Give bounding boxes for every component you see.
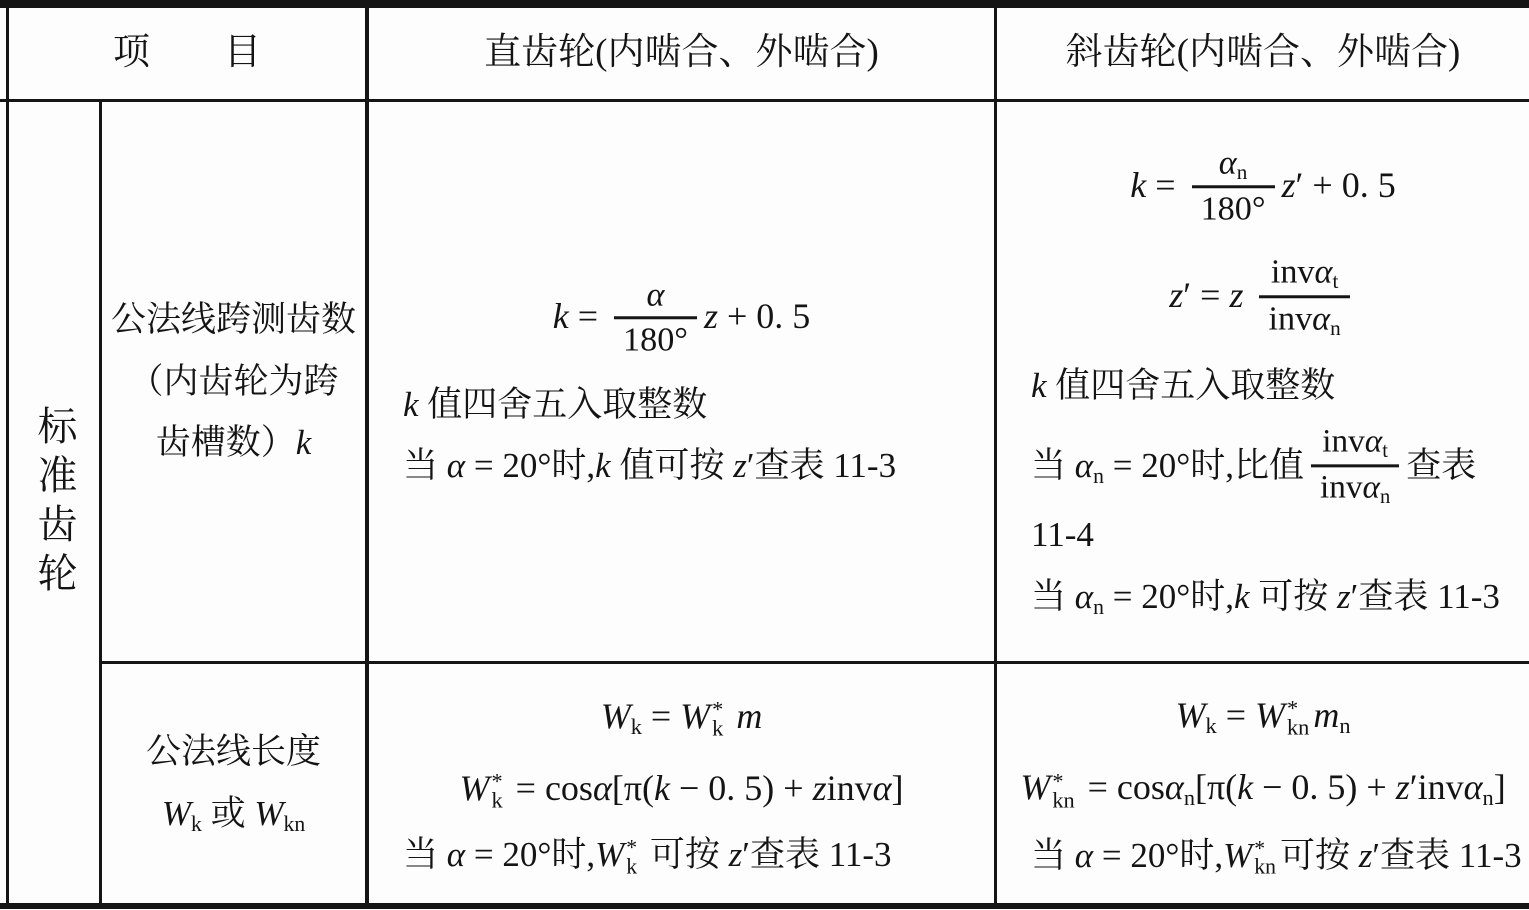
- header-cell-item: [9, 8, 365, 99]
- table-border-bottom: [0, 903, 1529, 909]
- note-line: 当 αn = 20°时,k 可按 z′查表 11-3: [1031, 576, 1500, 619]
- fraction: $\frac{\text{invαt}}{\text{invαn}}$: [1311, 422, 1399, 510]
- label-line: Wk 或 Wkn: [161, 793, 306, 836]
- row2-helical-formula-cell: [997, 664, 1529, 903]
- row2-spur-formula-cell: [369, 664, 994, 903]
- label-line: 齿槽数）k: [155, 423, 312, 463]
- formula-line: W * k = cosα[π(k − 0. 5) + zinvα]: [459, 767, 904, 813]
- fraction: $\frac{\alpha n}{180^\circ}$: [1192, 143, 1275, 229]
- row1-item-label: [102, 102, 365, 661]
- standard-gear-vertical-label: 标准齿轮: [32, 404, 77, 601]
- header-item-label: 项 目: [113, 32, 261, 74]
- formula-line: k = $\frac{\alpha n}{180^\circ}$ z′ + 0. 5: [1130, 144, 1396, 228]
- row2-item-label: [102, 664, 365, 903]
- formula-line: Wk = W * kn mn: [1175, 695, 1351, 740]
- header-helical-label: 斜齿轮(内啮合、外啮合): [1065, 32, 1461, 74]
- note-line: k 值四舍五入取整数: [1031, 366, 1336, 406]
- sup-sub-stack: * k: [491, 768, 503, 813]
- note-line: 当 α = 20°时,W * kn 可按 z′查表 11-3: [1031, 835, 1522, 879]
- note-line: 当 α = 20°时,W * k 可按 z′查表 11-3: [403, 835, 892, 879]
- sup-sub-stack: * k: [712, 696, 724, 741]
- note-line: 当 α = 20°时,k 值可按 z′查表 11-3: [403, 446, 897, 486]
- formula-line: k = $\frac{\alpha}{180^\circ}$ z + 0. 5: [552, 276, 811, 358]
- fraction: $\frac{\text{invαt}}{\text{invαn}}$: [1259, 253, 1349, 341]
- formula-line: W * kn = cosαn[π(k − 0. 5) + z′invαn]: [1020, 767, 1506, 813]
- sup-sub-stack: * kn: [1052, 768, 1075, 813]
- header-cell-spur-gear: [369, 8, 994, 99]
- table-border-top: [0, 0, 1529, 8]
- sup-sub-stack: * kn: [1254, 836, 1276, 879]
- row1-helical-formula-cell: [997, 102, 1529, 661]
- row1-spur-formula-cell: [369, 102, 994, 661]
- formula-line: Wk = W * k m: [600, 695, 763, 741]
- sup-sub-stack: * kn: [1287, 695, 1310, 740]
- sup-sub-stack: * k: [626, 835, 638, 879]
- fraction: $\frac{\alpha}{180^\circ}$: [614, 275, 697, 359]
- label-line: 公法线跨测齿数: [110, 300, 356, 340]
- formula-line: z′ = z $\frac{\text{invαt}}{\text{invαn}}$: [997, 255, 1529, 343]
- header-spur-label: 直齿轮(内啮合、外啮合): [484, 32, 879, 74]
- label-line: 公法线长度: [145, 732, 321, 772]
- note-line: 当 αn = 20°时,比值 $\frac{\text{invαt}}{\text{invαn}}$ 查表 11-4: [1031, 421, 1477, 555]
- row-group-standard-gear: [9, 102, 99, 903]
- note-line: k 值四舍五入取整数: [403, 384, 708, 424]
- label-line: （内齿轮为跨: [128, 361, 339, 401]
- header-cell-helical-gear: [997, 8, 1529, 99]
